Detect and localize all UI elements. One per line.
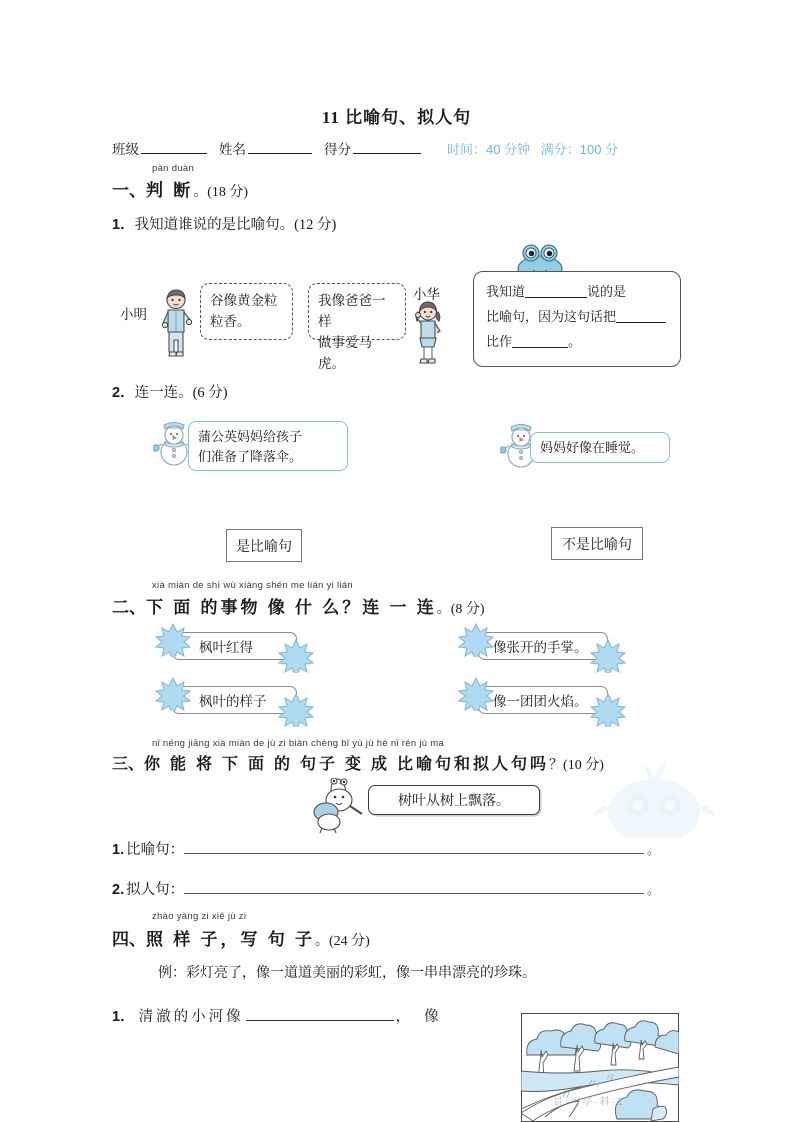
field-name-label: 姓名 [219, 142, 246, 157]
s3-a1-num: 1. [112, 842, 125, 858]
q2-prompt: 连一连。 [134, 385, 193, 401]
q2-left-bubble [188, 421, 348, 471]
q1-ans-l2-a: 比喻句，因为这句话把 [486, 309, 617, 324]
field-score-blank[interactable] [353, 140, 421, 154]
page-title: 11 比喻句、拟人句 [321, 108, 472, 127]
maple-leaf-icon [590, 639, 626, 673]
field-class-blank[interactable] [141, 140, 207, 154]
student-info-row [112, 138, 687, 158]
question-1-2 [112, 381, 228, 402]
s3-a2-num: 2. [112, 882, 125, 898]
q1-right-speech-bubble [308, 283, 406, 371]
section-1-pinyin: pàn duàn [152, 163, 195, 174]
section-3-heading [112, 751, 604, 774]
section-2-heading [112, 593, 485, 618]
q1-points: (12 分) [294, 217, 337, 233]
maple-leaf-icon [458, 623, 494, 657]
time-label: 时间： [447, 142, 487, 157]
q2-choice-left-label: 是比喻句 [236, 539, 292, 555]
q1-number: 1． [112, 217, 135, 233]
q1-answer-box [473, 271, 681, 367]
q1-answer-line3 [486, 329, 668, 354]
section-1-points: 。(18 分) [193, 185, 249, 200]
q1-prompt: 我知道谁说的是比喻句。 [134, 217, 295, 233]
q1-answer-line2 [486, 304, 668, 329]
field-score-label: 得分 [324, 142, 351, 157]
section-4-heading [112, 925, 370, 950]
caterpillar-icon [312, 778, 370, 834]
q1-ans-l1-a: 我知道 [486, 284, 526, 299]
q1-left-bubble-line1: 谷像黄金粒 [210, 293, 278, 308]
s3-a1-label: 比喻句： [126, 842, 185, 858]
q1-answer-line1 [486, 279, 668, 304]
total-label: 满分： [540, 142, 580, 157]
s4-i1-num: 1． [112, 1009, 135, 1025]
footer-watermark: 景·可亭·料·1 [553, 1097, 625, 1108]
ladybug-watermark-icon [592, 757, 722, 837]
section-4-item-1 [112, 1005, 439, 1026]
q1-left-bubble-line2: 粒香。 [210, 314, 251, 329]
q1-right-bubble-line2: 做事爱马虎。 [318, 335, 372, 371]
s3-a2-end: 。 [647, 883, 660, 897]
maple-leaf-icon [155, 623, 191, 657]
s3-a2-blank[interactable] [184, 878, 644, 894]
q2-choice-left[interactable] [226, 529, 302, 562]
q2-number: 2． [112, 385, 135, 401]
leaf-box-right-2[interactable] [478, 686, 608, 714]
leaf-box-right-1-text: 像张开的手掌。 [493, 640, 588, 655]
maple-leaf-icon [590, 693, 626, 727]
total-value: 100 分 [579, 142, 619, 157]
q1-ans-l3-b: 。 [568, 334, 582, 349]
s4-i1-a: 清澈的小河像 [138, 1009, 244, 1025]
field-name-blank[interactable] [248, 140, 312, 154]
q2-right-bubble [530, 432, 670, 463]
section-1-index: 一、 [112, 181, 146, 200]
q1-right-bubble-line1: 我像爸爸一样 [318, 293, 386, 329]
q1-left-name: 小明 [120, 307, 147, 322]
q1-ans-l3-a: 比作 [486, 334, 513, 349]
girl-figure-icon [412, 300, 444, 370]
q1-ans-blank-1[interactable] [525, 283, 587, 298]
q1-ans-blank-3[interactable] [512, 333, 568, 348]
s4-i1-c: 像 [424, 1009, 439, 1025]
q2-left-bubble-line2: 们准备了降落伞。 [198, 449, 303, 464]
section-3-answer-2 [112, 878, 659, 899]
s3-a1-blank[interactable] [184, 838, 644, 854]
s4-i1-blank[interactable] [246, 1005, 394, 1021]
q1-ans-l1-b: 说的是 [587, 284, 627, 299]
question-1-1 [112, 213, 336, 234]
q1-ans-blank-2[interactable] [616, 308, 666, 323]
exam-meta [447, 139, 618, 158]
q2-choice-right-label: 不是比喻句 [562, 537, 632, 553]
section-3-answer-1 [112, 838, 659, 859]
section-3-points: ？(10 分) [549, 758, 604, 773]
section-4-pinyin: zhào yàng zi xiě jù zi [152, 911, 247, 922]
s3-a1-end: 。 [647, 843, 660, 857]
leaf-box-left-1-text: 枫叶红得 [199, 640, 253, 655]
section-3-sentence: 树叶从树上飘落。 [398, 794, 510, 809]
section-2-points: 。(8 分) [436, 602, 485, 617]
q2-left-bubble-line1: 蒲公英妈妈给孩子 [198, 429, 303, 444]
leaf-box-right-1[interactable] [478, 632, 608, 660]
leaf-box-left-2-text: 枫叶的样子 [199, 694, 267, 709]
q2-right-bubble-text: 妈妈好像在睡觉。 [540, 439, 645, 455]
field-class-label: 班级 [112, 142, 139, 157]
section-1-title: 判 断 [146, 181, 194, 200]
section-3-pinyin: nǐ néng jiāng xià miàn de jù zi biàn chéng bǐ yù jù hé nǐ rén jù ma [152, 738, 445, 749]
section-3-index: 三、 [112, 756, 145, 773]
section-4-points: 。(24 分) [315, 934, 370, 949]
section-3-title: 你 能 将 下 面 的 句子 变 成 比喻句和拟人句吗 [144, 756, 550, 773]
maple-leaf-icon [458, 677, 494, 711]
time-value: 40 分钟 [486, 142, 531, 157]
s3-a2-label: 拟人句： [126, 882, 185, 898]
maple-leaf-icon [155, 677, 191, 711]
section-4-index: 四、 [112, 930, 146, 949]
maple-leaf-icon [278, 693, 314, 727]
section-1-heading [112, 176, 248, 201]
leaf-box-right-2-text: 像一团团火焰。 [493, 694, 588, 709]
section-4-example: 例：彩灯亮了，像一道道美丽的彩虹，像一串串漂亮的珍珠。 [158, 966, 536, 981]
s4-i1-b: ， [395, 1009, 411, 1025]
section-2-index: 二、 [112, 598, 146, 617]
q2-points: (6 分) [192, 385, 228, 401]
section-2-pinyin: xià miàn de shì wù xiàng shén me lián yi lián [152, 580, 353, 591]
section-3-sentence-box [368, 785, 540, 815]
section-4-title: 照 样 子，写 句 子 [146, 930, 315, 949]
q2-choice-right[interactable] [551, 527, 643, 560]
maple-leaf-icon [278, 639, 314, 673]
section-2-title: 下 面 的事物 像 什 么？连 一 连 [146, 598, 437, 617]
q1-right-name: 小华 [413, 287, 440, 302]
boy-figure-icon [160, 288, 192, 362]
q1-left-speech-bubble [200, 283, 293, 340]
